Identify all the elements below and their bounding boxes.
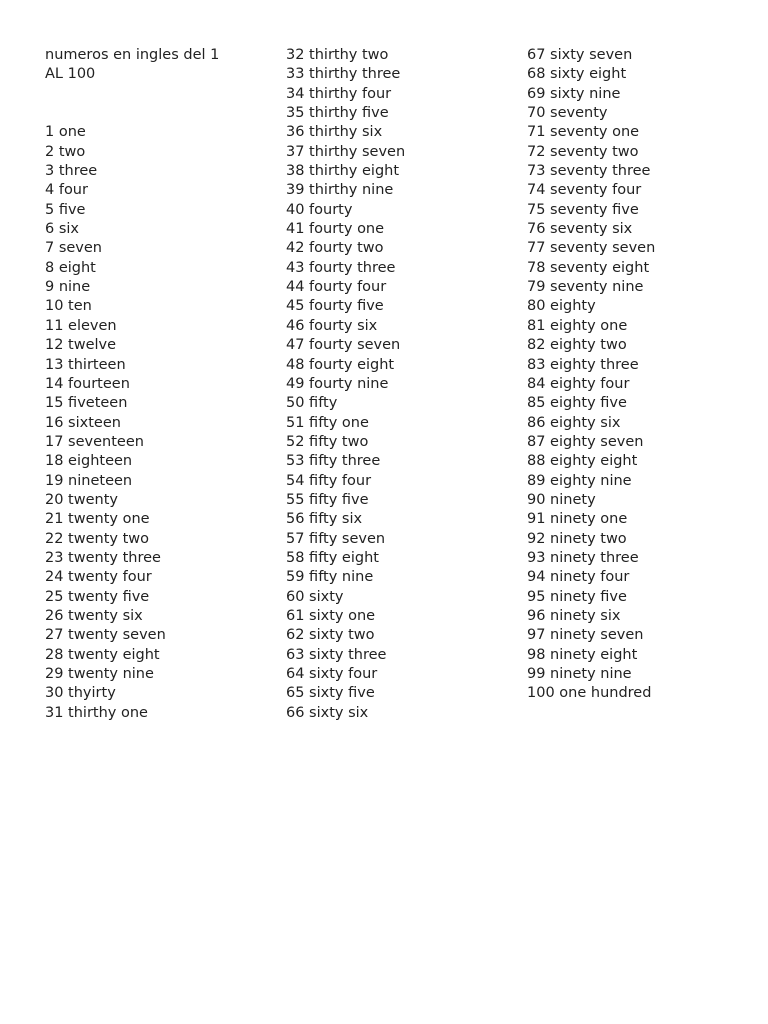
number-entry: 60 sixty — [286, 588, 344, 605]
number-entry: 53 fifty three — [286, 453, 381, 470]
number-entry: 18 eighteen — [45, 453, 133, 470]
number-column-1 — [45, 46, 265, 723]
number-entry: 2 two — [45, 143, 86, 160]
number-entry: 83 eighty three — [527, 356, 639, 373]
number-entry: 69 sixty nine — [527, 85, 621, 102]
number-entry: 57 fifty seven — [286, 530, 386, 547]
number-entry: 36 thirthy six — [286, 124, 383, 141]
number-entry: 78 seventy eight — [527, 259, 650, 276]
number-entry: 61 sixty one — [286, 607, 376, 624]
number-column-3 — [527, 46, 747, 704]
number-entry: 58 fifty eight — [286, 549, 379, 566]
number-entry: 71 seventy one — [527, 124, 640, 141]
number-entry: 9 nine — [45, 279, 91, 296]
number-entry: 48 fourty eight — [286, 356, 395, 373]
number-entry: 29 twenty nine — [45, 666, 154, 682]
number-entry: 88 eighty eight — [527, 453, 638, 470]
number-entry: 7 seven — [45, 240, 103, 257]
number-entry: 73 seventy three — [527, 163, 651, 180]
number-entry: 5 five — [45, 201, 86, 218]
number-entry: 19 nineteen — [45, 472, 133, 489]
number-entry: 70 seventy — [527, 105, 608, 122]
number-entry: 84 eighty four — [527, 375, 630, 392]
number-entry: 81 eighty one — [527, 317, 628, 334]
number-entry: 92 ninety two — [527, 530, 627, 547]
number-entry: 49 fourty nine — [286, 375, 389, 392]
number-entry: 62 sixty two — [286, 627, 375, 644]
number-entry: 46 fourty six — [286, 317, 378, 334]
number-entry: 8 eight — [45, 259, 96, 276]
number-entry: 94 ninety four — [527, 569, 630, 586]
number-entry: 42 fourty two — [286, 240, 384, 257]
number-entry: 93 ninety three — [527, 549, 639, 566]
number-entry: 63 sixty three — [286, 646, 387, 663]
document-title — [45, 46, 265, 85]
number-entry: 15 fiveteen — [45, 395, 128, 412]
number-entry: 13 thirteen — [45, 356, 126, 373]
number-entry: 66 sixty six — [286, 704, 369, 721]
number-entry: 10 ten — [45, 298, 92, 315]
number-entry: 30 thyirty — [45, 685, 116, 702]
number-entry: 21 twenty one — [45, 511, 150, 528]
number-entry: 32 thirthy two — [286, 47, 389, 63]
number-entry: 45 fourty five — [286, 298, 384, 315]
number-column-2 — [286, 46, 506, 723]
number-entry: 40 fourty — [286, 201, 353, 218]
number-entry: 39 thirthy nine — [286, 182, 394, 199]
number-entry: 96 ninety six — [527, 607, 621, 624]
number-entry: 4 four — [45, 182, 88, 199]
number-entry: 37 thirthy seven — [286, 143, 406, 160]
number-entry: 59 fifty nine — [286, 569, 374, 586]
number-entry: 12 twelve — [45, 337, 117, 354]
number-entry: 35 thirthy five — [286, 105, 389, 122]
number-entry: 87 eighty seven — [527, 433, 644, 450]
number-entry: 100 one hundred — [527, 685, 652, 702]
number-entry: 17 seventeen — [45, 433, 144, 450]
number-entry: 16 sixteen — [45, 414, 121, 431]
number-entry: 80 eighty — [527, 298, 596, 315]
number-entry: 47 fourty seven — [286, 337, 401, 354]
title-line-1: numeros en ingles del 1 — [45, 47, 220, 63]
number-entry: 91 ninety one — [527, 511, 628, 528]
number-entry: 54 fifty four — [286, 472, 372, 489]
number-entry: 68 sixty eight — [527, 66, 627, 83]
number-entry: 55 fifty five — [286, 491, 369, 508]
number-entry: 67 sixty seven — [527, 47, 633, 63]
number-entry: 43 fourty three — [286, 259, 396, 276]
number-entry: 72 seventy two — [527, 143, 639, 160]
number-entry: 41 fourty one — [286, 221, 385, 238]
number-entry: 14 fourteen — [45, 375, 130, 392]
number-entry: 89 eighty nine — [527, 472, 632, 489]
number-entry: 26 twenty six — [45, 607, 143, 624]
number-entry: 33 thirthy three — [286, 66, 401, 83]
number-entry: 85 eighty five — [527, 395, 627, 412]
number-entry: 51 fifty one — [286, 414, 369, 431]
number-entry: 79 seventy nine — [527, 279, 644, 296]
number-entry: 3 three — [45, 163, 98, 180]
number-entry: 22 twenty two — [45, 530, 150, 547]
number-entry: 11 eleven — [45, 317, 117, 334]
number-entry: 34 thirthy four — [286, 85, 392, 102]
number-entry: 24 twenty four — [45, 569, 152, 586]
number-entry: 64 sixty four — [286, 666, 378, 682]
number-entry: 86 eighty six — [527, 414, 621, 431]
number-entry: 6 six — [45, 221, 79, 238]
number-entry: 98 ninety eight — [527, 646, 638, 663]
number-entry: 44 fourty four — [286, 279, 387, 296]
number-entry: 65 sixty five — [286, 685, 375, 702]
title-line-2: AL 100 — [45, 66, 96, 83]
number-entry: 97 ninety seven — [527, 627, 644, 644]
number-entry: 50 fifty — [286, 395, 338, 412]
number-entry: 99 ninety nine — [527, 666, 632, 682]
number-entry: 27 twenty seven — [45, 627, 166, 644]
number-entry: 20 twenty — [45, 491, 118, 508]
number-entry: 75 seventy five — [527, 201, 639, 218]
number-entry: 52 fifty two — [286, 433, 369, 450]
number-entry: 38 thirthy eight — [286, 163, 400, 180]
number-entry: 56 fifty six — [286, 511, 363, 528]
number-entry: 28 twenty eight — [45, 646, 160, 663]
number-entry: 95 ninety five — [527, 588, 627, 605]
number-entry: 25 twenty five — [45, 588, 150, 605]
number-entry: 31 thirthy one — [45, 704, 148, 721]
number-entry: 23 twenty three — [45, 549, 161, 566]
number-entry: 90 ninety — [527, 491, 596, 508]
number-entry: 1 one — [45, 124, 86, 141]
number-entry: 77 seventy seven — [527, 240, 656, 257]
number-entry: 76 seventy six — [527, 221, 633, 238]
number-entry: 82 eighty two — [527, 337, 627, 354]
number-entry: 74 seventy four — [527, 182, 642, 199]
